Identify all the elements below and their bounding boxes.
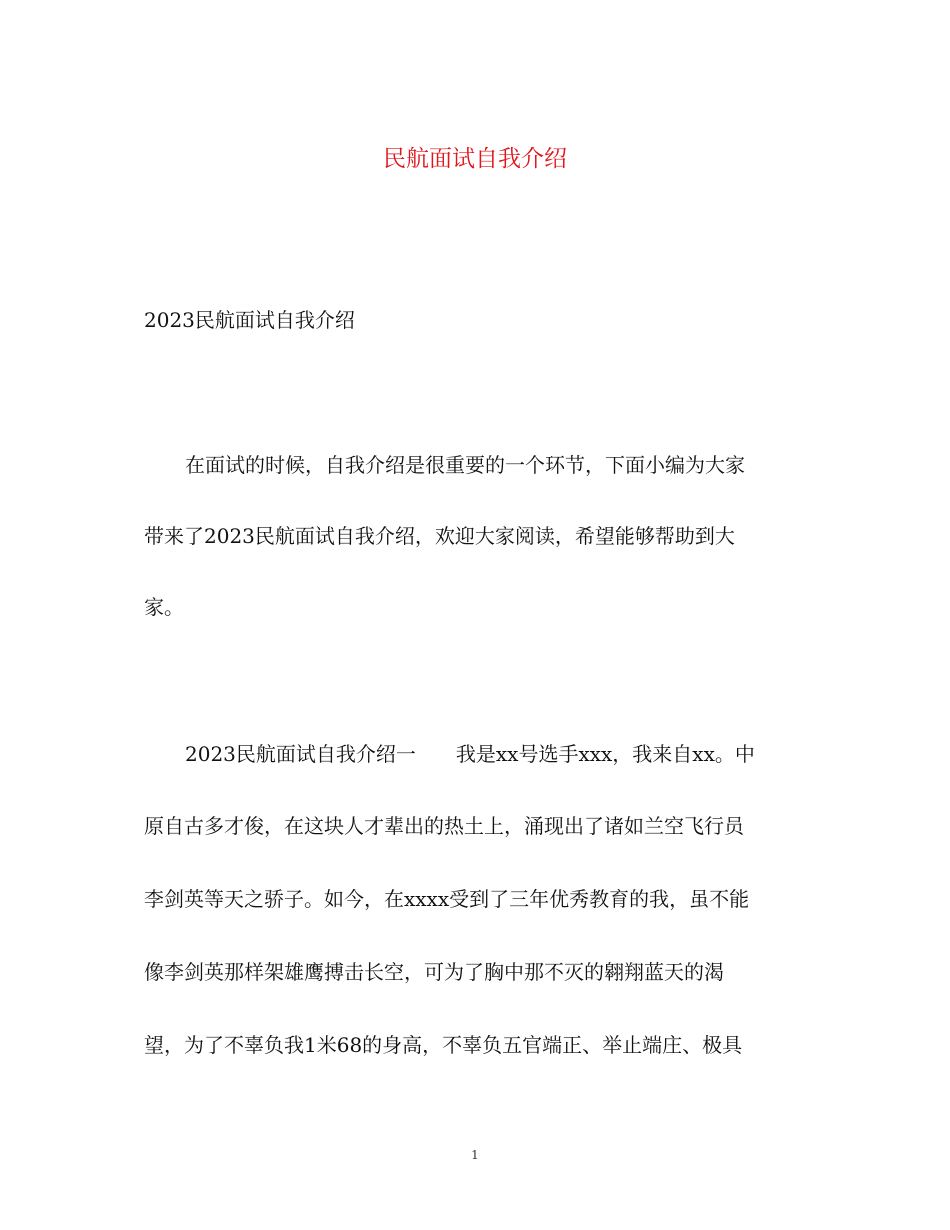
document-title: 民航面试自我介绍 bbox=[383, 146, 567, 172]
document-subtitle: 2023民航面试自我介绍 bbox=[144, 308, 355, 332]
body-line: 原自古多才俊，在这块人才辈出的热土上，涌现出了诸如兰空飞行员 bbox=[144, 814, 744, 838]
page-number: 1 bbox=[471, 1148, 479, 1162]
body-line: 像李剑英那样架雄鹰搏击长空，可为了胸中那不灭的翱翔蓝天的渴 bbox=[144, 960, 724, 984]
body-line: 2023民航面试自我介绍一 我是xx号选手xxx，我来自xx。中 bbox=[185, 742, 755, 766]
intro-line: 在面试的时候，自我介绍是很重要的一个环节，下面小编为大家 bbox=[185, 453, 745, 477]
intro-line: 家。 bbox=[144, 595, 184, 619]
body-line: 望，为了不辜负我1米68的身高，不辜负五官端正、举止端庄、极具 bbox=[144, 1033, 743, 1057]
body-line: 李剑英等天之骄子。如今，在xxxx受到了三年优秀教育的我，虽不能 bbox=[144, 887, 750, 911]
intro-line: 带来了2023民航面试自我介绍，欢迎大家阅读，希望能够帮助到大 bbox=[144, 524, 735, 548]
